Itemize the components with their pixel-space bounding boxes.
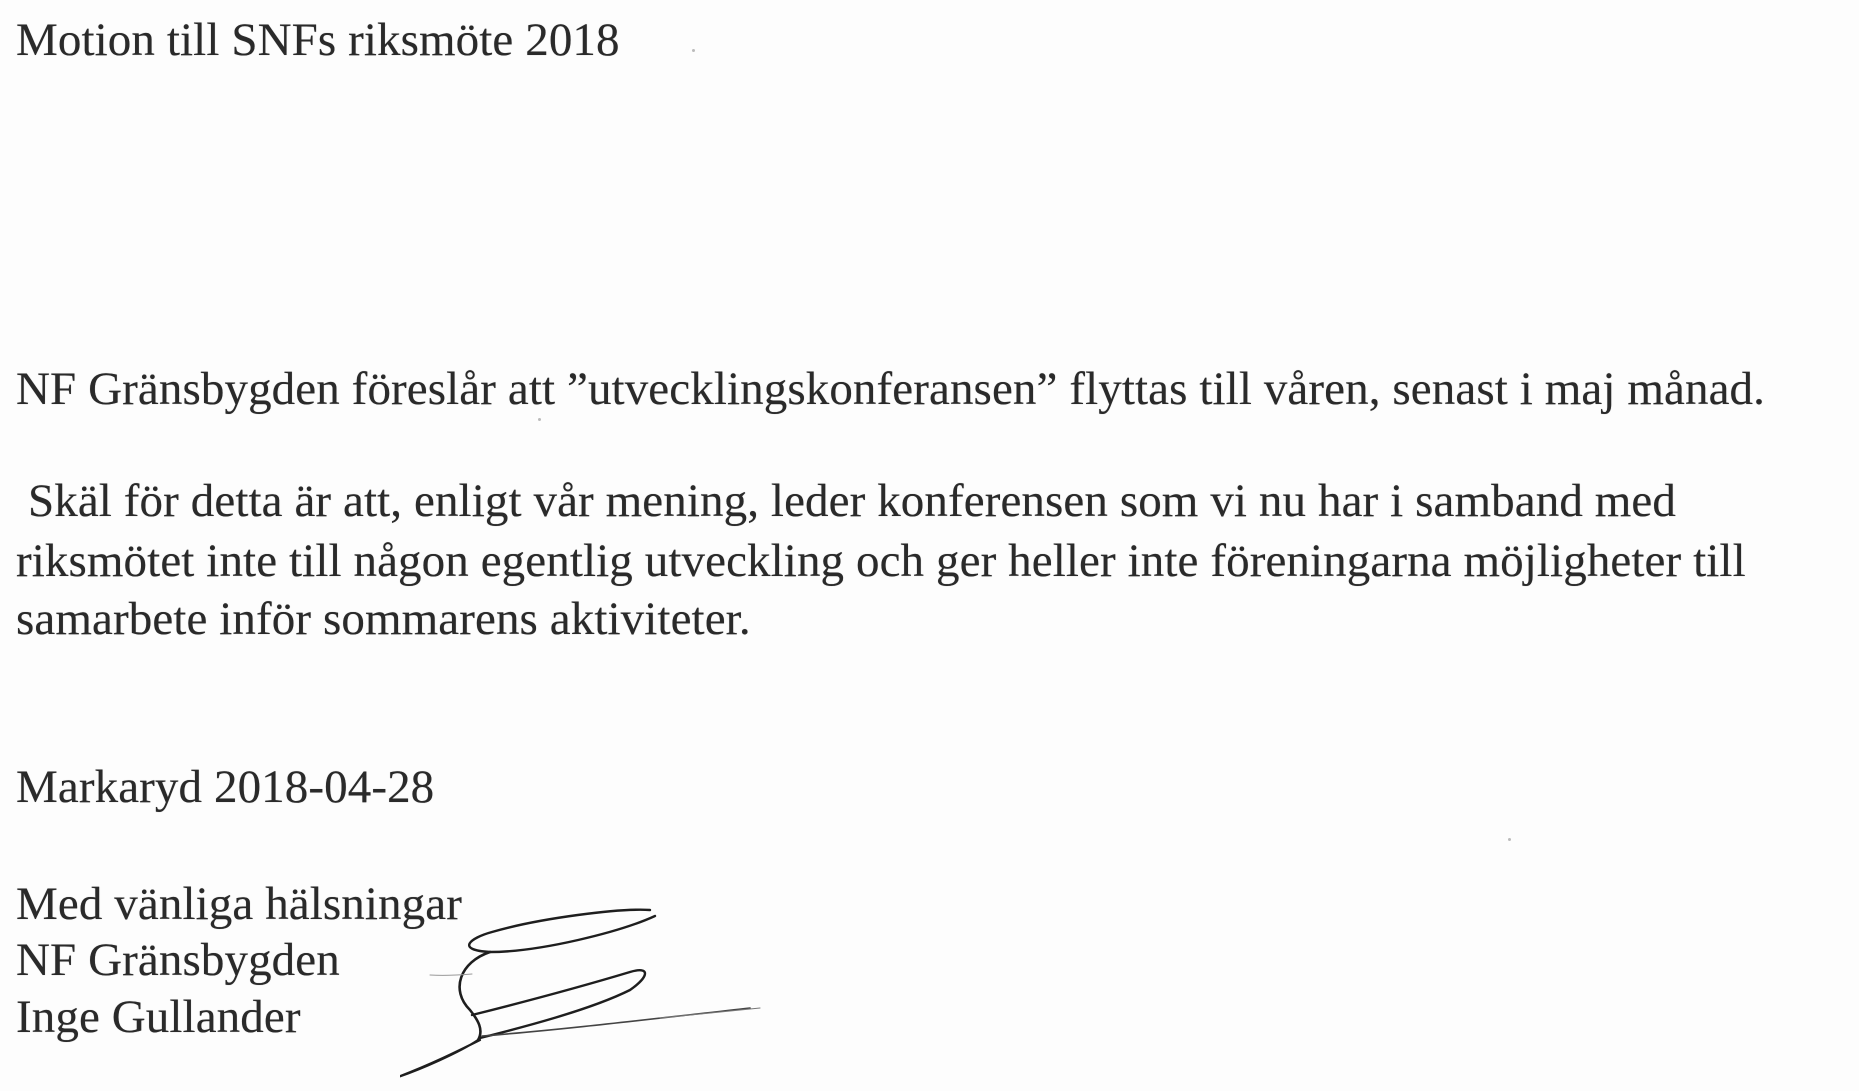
place-and-date: Markaryd 2018-04-28 (16, 761, 435, 813)
closing-greeting: Med vänliga hälsningar (16, 878, 462, 930)
scan-speck (692, 49, 695, 52)
scan-speck (538, 418, 541, 421)
scan-speck (1508, 838, 1511, 841)
closing-organization: NF Gränsbygden (16, 934, 340, 986)
letter-title: Motion till SNFs riksmöte 2018 (16, 14, 620, 66)
proposal-paragraph: NF Gränsbygden föreslår att ”utvecklingskonferansen” flyttas till våren, senast i maj månad. (16, 363, 1765, 415)
reason-line-1: Skäl för detta är att, enligt vår mening, leder konferensen som vi nu har i samband med (28, 475, 1676, 527)
handwritten-signature (400, 880, 860, 1090)
signer-name: Inge Gullander (16, 991, 301, 1043)
reason-line-3: samarbete inför sommarens aktiviteter. (16, 593, 751, 645)
reason-line-2: riksmötet inte till någon egentlig utveckling och ger heller inte föreningarna möjligheter till (16, 535, 1746, 587)
